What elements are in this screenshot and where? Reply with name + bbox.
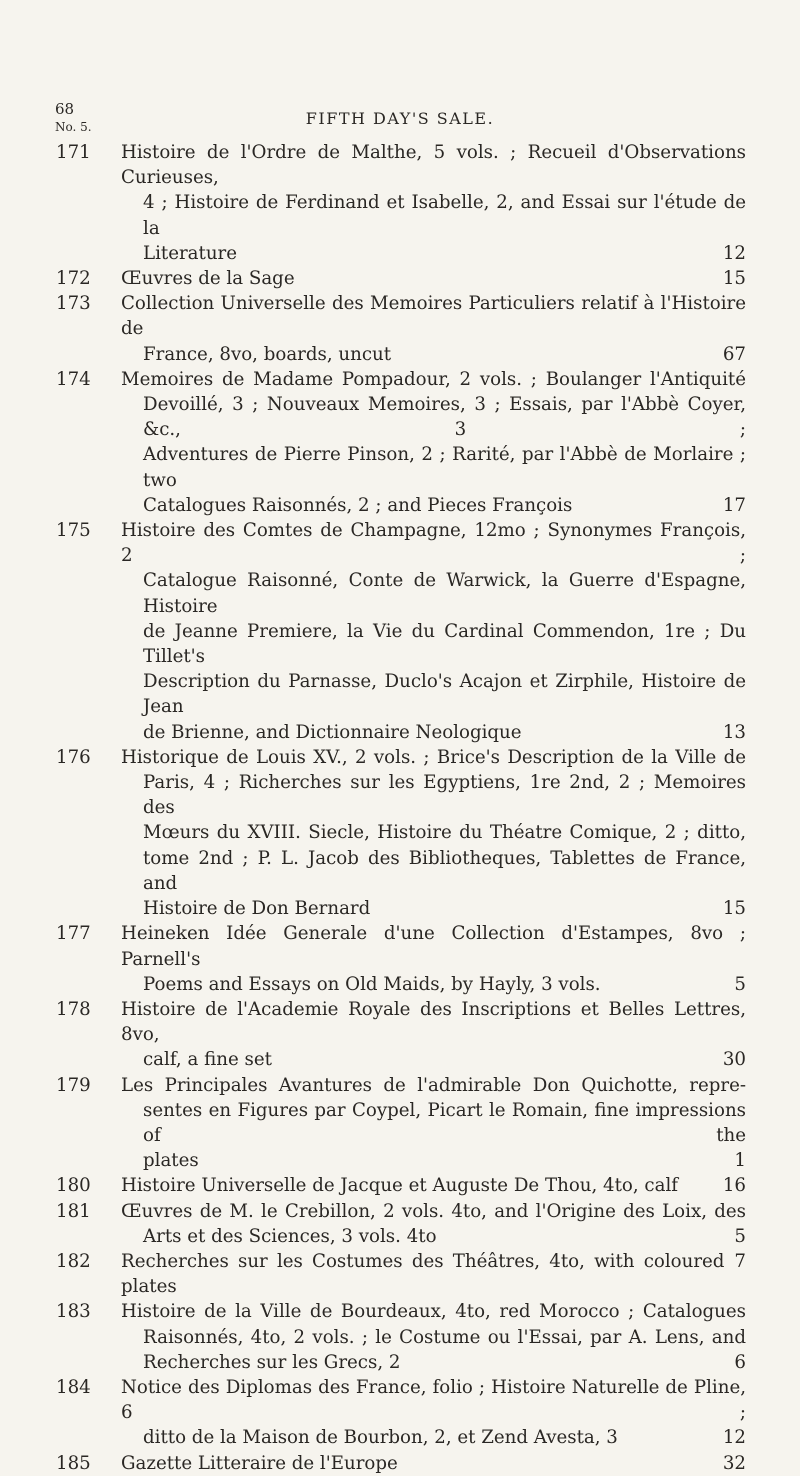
lot-number: 184	[56, 1376, 91, 1398]
lot-description	[121, 266, 746, 291]
lot-description-line	[121, 972, 746, 997]
lot-description-line	[121, 1375, 746, 1425]
lot-entry	[56, 1173, 746, 1198]
lot-description-line	[121, 820, 746, 845]
lot-description	[121, 1299, 746, 1375]
page-number: 68	[55, 100, 75, 118]
lot-number: 173	[56, 293, 91, 315]
lot-description	[121, 367, 746, 518]
lot-description-line	[121, 367, 746, 392]
lot-number: 182	[56, 1250, 91, 1272]
lot-number: 181	[56, 1200, 91, 1222]
lot-description-line	[121, 770, 746, 820]
lot-description-line	[121, 1299, 746, 1324]
lot-line-text: Histoire des Comtes de Champagne, 12mo ; Synonymes François, 2 ;	[121, 520, 746, 567]
lot-entry	[56, 140, 746, 266]
lot-description-line	[121, 896, 746, 921]
lot-line-text: Arts et des Sciences, 3 vols. 4to	[143, 1225, 437, 1247]
lot-price: 67	[722, 343, 746, 365]
lot-line-text: 4 ; Histoire de Ferdinand et Isabelle, 2, and Essai sur l'étude de la	[143, 192, 746, 239]
lot-entry	[56, 921, 746, 997]
lot-description-line	[121, 1350, 746, 1375]
lot-description	[121, 1199, 746, 1249]
lot-description-line	[121, 921, 746, 971]
lot-entry	[56, 745, 746, 921]
lot-line-text: Œuvres de la Sage	[121, 268, 295, 290]
lot-line-text: sentes en Figures par Coypel, Picart le Romain, fine impressions of the	[143, 1099, 746, 1146]
lot-line-text: Paris, 4 ; Richerches sur les Egyptiens, 1re 2nd, 2 ; Memoires des	[143, 772, 746, 819]
lot-description-line	[121, 266, 746, 291]
lot-number: 179	[56, 1074, 91, 1096]
lot-description-line	[121, 518, 746, 568]
lot-entry	[56, 1375, 746, 1451]
lot-line-text: Histoire de l'Ordre de Malthe, 5 vols. ; Recueil d'Observations Curieuses,	[121, 142, 746, 189]
lot-description-line	[121, 745, 746, 770]
lot-line-text: Recherches sur les Costumes des Théâtres, 4to, with coloured plates	[121, 1250, 725, 1298]
lot-number: 180	[56, 1175, 91, 1197]
lot-description	[121, 1073, 746, 1174]
lot-price: 7	[734, 1250, 746, 1272]
lot-line-text: Histoire Universelle de Jacque et Auguste De Thou, 4to, calf	[121, 1175, 679, 1197]
lot-line-text: plates	[143, 1150, 199, 1172]
lot-description-line	[121, 846, 746, 896]
lot-line-text: Devoillé, 3 ; Nouveaux Memoires, 3 ; Essais, par l'Abbè Coyer, &c., 3 ;	[143, 394, 746, 441]
lot-line-text: Notice des Diplomas des France, folio ; Histoire Naturelle de Pline, 6 ;	[121, 1376, 746, 1424]
running-head: FIFTH DAY'S SALE.	[305, 109, 495, 128]
lot-description-line	[121, 1451, 746, 1476]
lot-line-text: de Jeanne Premiere, la Vie du Cardinal Commendon, 1re ; Du Tillet's	[143, 620, 746, 668]
lot-line-text: Heineken Idée Generale d'une Collection d'Estampes, 8vo ; Parnell's	[121, 923, 746, 970]
lot-entry	[56, 1451, 746, 1476]
lot-entry	[56, 367, 746, 518]
lot-description	[121, 997, 746, 1073]
lot-line-text: Histoire de la Ville de Bourdeaux, 4to, red Morocco ; Catalogues	[121, 1301, 746, 1323]
lot-number: 175	[56, 520, 91, 542]
lot-description-line	[121, 1425, 746, 1450]
lot-line-text: Poems and Essays on Old Maids, by Hayly, 3 vols.	[143, 973, 601, 995]
lot-description-line	[121, 1325, 746, 1350]
lot-line-text: Raisonnés, 4to, 2 vols. ; le Costume ou l'Essai, par A. Lens, and	[143, 1326, 746, 1348]
lot-line-text: Les Principales Avantures de l'admirable Don Quichotte, repre-	[121, 1074, 746, 1096]
lot-description-line	[121, 493, 746, 518]
lot-list	[56, 140, 746, 1476]
lot-description	[121, 745, 746, 921]
lot-line-text: Literature	[143, 242, 237, 264]
lot-line-text: calf, a fine set	[143, 1049, 272, 1071]
lot-line-text: Catalogue Raisonné, Conte de Warwick, la Guerre d'Espagne, Histoire	[143, 570, 746, 617]
lot-description	[121, 921, 746, 997]
lot-description	[121, 291, 746, 367]
lot-price: 1	[734, 1150, 746, 1172]
lot-line-text: Histoire de l'Academie Royale des Inscriptions et Belles Lettres, 8vo,	[121, 998, 746, 1046]
lot-price: 30	[722, 1049, 746, 1071]
lot-description-line	[121, 392, 746, 442]
lot-line-text: Collection Universelle des Memoires Particuliers relatif à l'Histoire de	[121, 293, 746, 340]
lot-description	[121, 518, 746, 745]
lot-number: 174	[56, 368, 91, 390]
lot-description-line	[121, 442, 746, 492]
lot-price: 16	[722, 1175, 746, 1197]
lot-price: 13	[722, 721, 746, 743]
lot-number: 171	[56, 142, 91, 163]
lot-description-line	[121, 1073, 746, 1098]
lot-number: 178	[56, 998, 91, 1020]
lot-description	[121, 1173, 746, 1198]
lot-number: 176	[56, 746, 91, 768]
lot-description-line	[121, 140, 746, 190]
lot-price: 15	[722, 268, 746, 290]
lot-price: 5	[734, 1225, 746, 1247]
lot-number: 177	[56, 923, 91, 945]
signature-mark: No. 5.	[55, 120, 92, 134]
lot-price: 15	[722, 898, 746, 920]
lot-number: 172	[56, 268, 91, 290]
lot-price: 12	[722, 242, 746, 264]
lot-description-line	[121, 669, 746, 719]
lot-line-text: Catalogues Raisonnés, 2 ; and Pieces François	[143, 494, 573, 516]
lot-entry	[56, 291, 746, 367]
lot-line-text: Recherches sur les Grecs, 2	[143, 1351, 401, 1373]
lot-description	[121, 140, 746, 266]
lot-number: 185	[56, 1452, 91, 1474]
lot-entry	[56, 266, 746, 291]
lot-description	[121, 1249, 746, 1299]
lot-description	[121, 1451, 746, 1476]
lot-line-text: ditto de la Maison de Bourbon, 2, et Zend Avesta, 3	[143, 1427, 618, 1449]
lot-number: 183	[56, 1301, 91, 1323]
lot-entry	[56, 1199, 746, 1249]
lot-line-text: tome 2nd ; P. L. Jacob des Bibliotheques, Tablettes de France, and	[143, 847, 746, 894]
lot-description	[121, 1375, 746, 1451]
lot-line-text: Gazette Litteraire de l'Europe	[121, 1452, 398, 1474]
lot-description-line	[121, 1098, 746, 1148]
lot-description-line	[121, 568, 746, 618]
lot-description-line	[121, 1224, 746, 1249]
lot-line-text: de Brienne, and Dictionnaire Neologique	[143, 721, 522, 743]
lot-description-line	[121, 190, 746, 240]
lot-description-line	[121, 342, 746, 367]
lot-line-text: Memoires de Madame Pompadour, 2 vols. ; Boulanger l'Antiquité	[121, 368, 746, 390]
lot-price: 17	[722, 494, 746, 516]
lot-price: 5	[734, 973, 746, 995]
lot-price: 12	[722, 1427, 746, 1449]
lot-description-line	[121, 291, 746, 341]
lot-entry	[56, 1249, 746, 1299]
lot-entry	[56, 1073, 746, 1174]
lot-price: 32	[722, 1452, 746, 1474]
lot-price: 6	[734, 1351, 746, 1373]
lot-entry	[56, 518, 746, 745]
lot-description-line	[121, 720, 746, 745]
lot-line-text: Historique de Louis XV., 2 vols. ; Brice's Description de la Ville de	[121, 746, 746, 768]
lot-line-text: Adventures de Pierre Pinson, 2 ; Rarité, par l'Abbè de Morlaire ; two	[143, 444, 746, 491]
lot-line-text: Mœurs du XVIII. Siecle, Histoire du Théatre Comique, 2 ; ditto,	[143, 822, 746, 844]
lot-description-line	[121, 997, 746, 1047]
lot-line-text: Histoire de Don Bernard	[143, 898, 371, 920]
lot-description-line	[121, 619, 746, 669]
lot-line-text: Description du Parnasse, Duclo's Acajon et Zirphile, Histoire de Jean	[143, 671, 746, 718]
lot-line-text: Œuvres de M. le Crebillon, 2 vols. 4to, and l'Origine des Loix, des	[121, 1200, 746, 1222]
lot-description-line	[121, 1047, 746, 1072]
lot-entry	[56, 1299, 746, 1375]
lot-line-text: France, 8vo, boards, uncut	[143, 343, 392, 365]
lot-description-line	[121, 1148, 746, 1173]
lot-description-line	[121, 1173, 746, 1198]
lot-description-line	[121, 1199, 746, 1224]
lot-description-line	[121, 241, 746, 266]
lot-entry	[56, 997, 746, 1073]
lot-description-line	[121, 1249, 746, 1299]
